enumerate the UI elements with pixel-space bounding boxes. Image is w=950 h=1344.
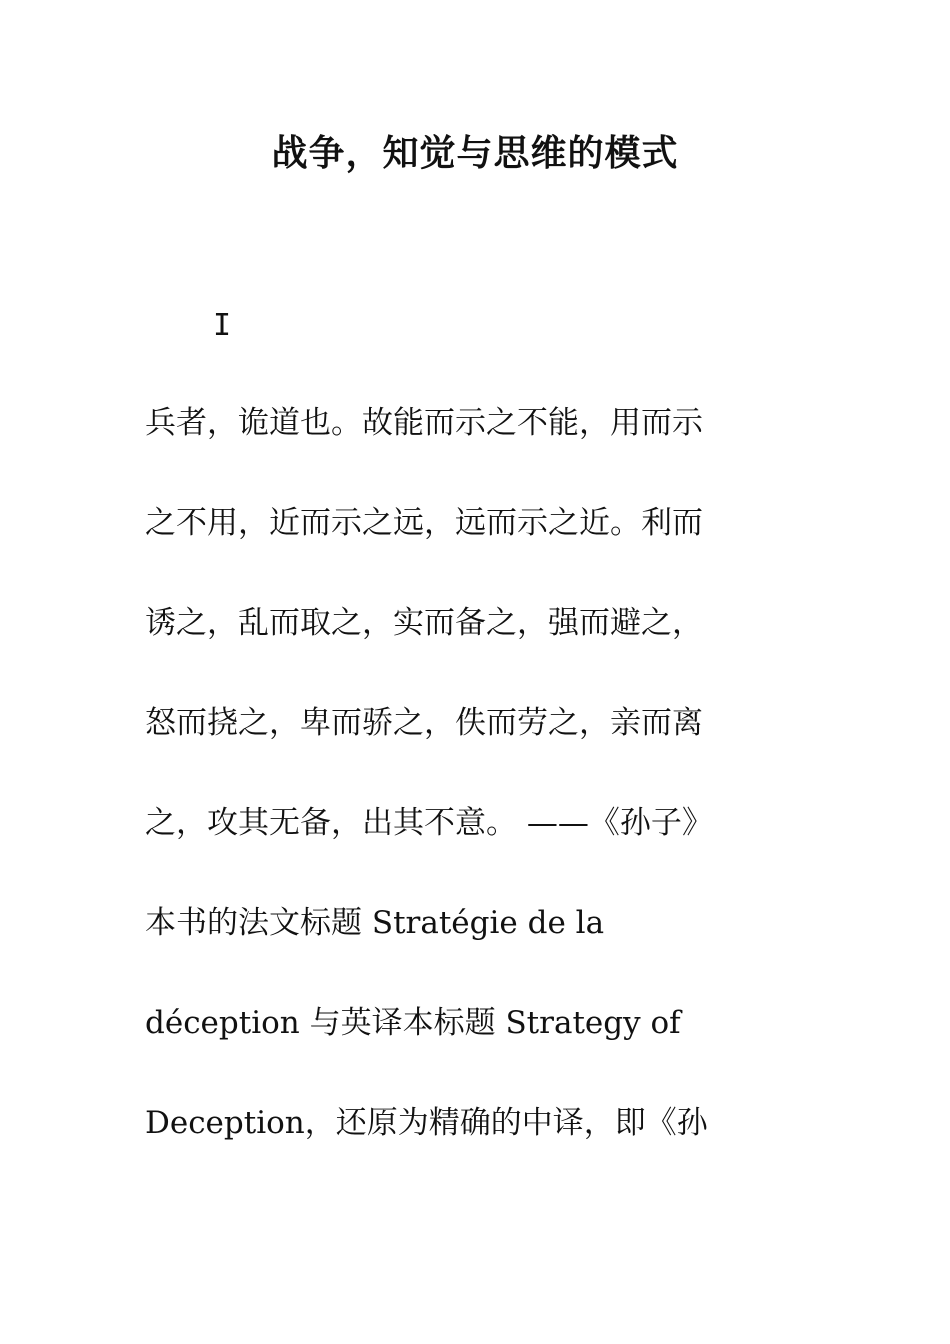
text-line: 怒而挠之，卑而骄之，佚而劳之，亲而离 <box>145 705 703 741</box>
section-number: I <box>213 308 232 343</box>
text-line: 之不用，近而示之远，远而示之近。利而 <box>145 505 703 541</box>
text-line: 本书的法文标题 Stratégie de la <box>145 905 605 941</box>
text-line: Deception，还原为精确的中译，即《孙 <box>145 1105 708 1141</box>
text-line: 之，攻其无备，出其不意。 ——《孙子》 <box>145 805 713 841</box>
text-line: 兵者，诡道也。故能而示之不能，用而示 <box>145 405 703 441</box>
text-line: déception 与英译本标题 Strategy of <box>145 1005 681 1041</box>
body-paragraph <box>145 373 805 1173</box>
text-line: 诱之，乱而取之，实而备之，强而避之， <box>145 605 703 641</box>
document-title: 战争，知觉与思维的模式 <box>271 133 679 174</box>
